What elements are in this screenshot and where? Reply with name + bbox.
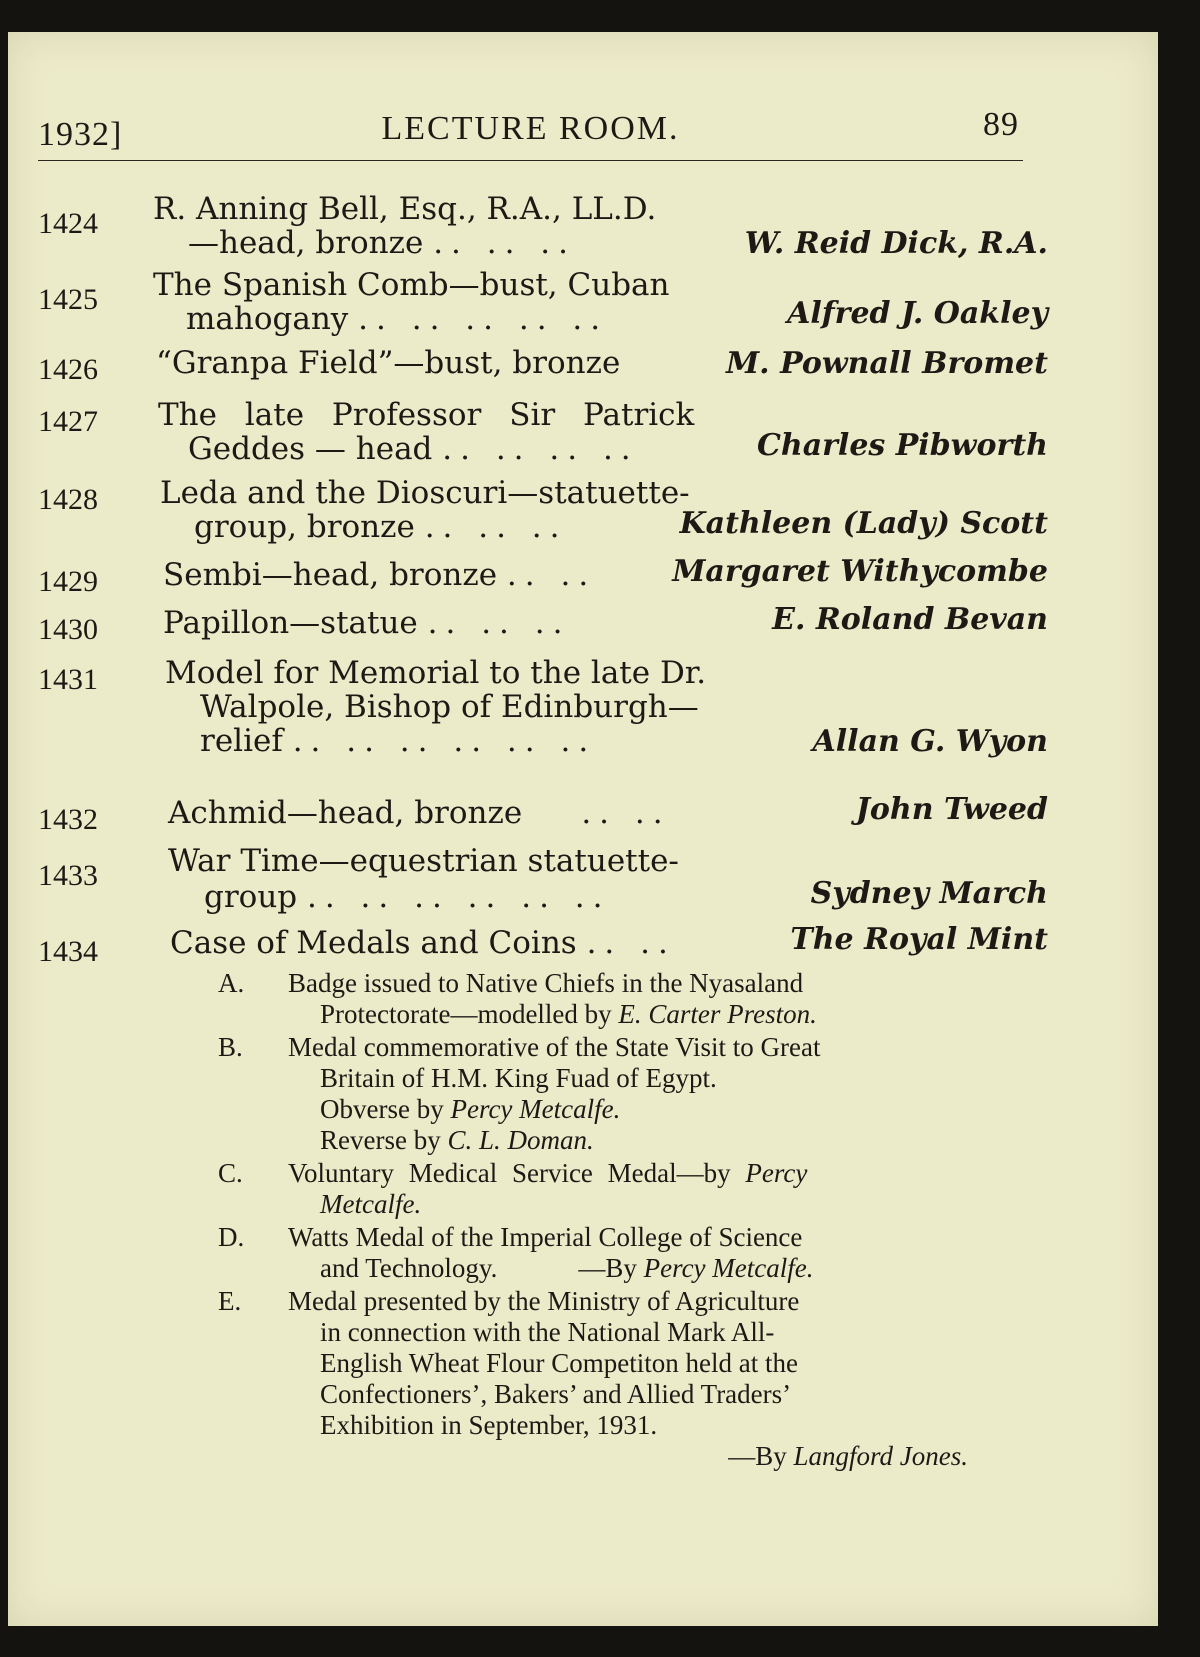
entry-title: R. Anning Bell, Esq., R.A., LL.D. — [153, 191, 657, 227]
medal-letter: D. — [218, 1222, 245, 1252]
entry-number: 1431 — [38, 663, 98, 696]
entry-artist: W. Reid Dick, R.A. — [744, 226, 1048, 261]
entry-title-cont: group, bronze .. .. .. — [194, 509, 568, 545]
medal-text-cont: and Technology. —By Percy Metcalfe. — [320, 1253, 814, 1283]
entry-number: 1432 — [38, 803, 98, 836]
entry-number: 1427 — [38, 405, 98, 438]
entry-artist: Kathleen (Lady) Scott — [679, 506, 1048, 541]
medal-artist: Metcalfe. — [320, 1189, 422, 1219]
medal-obverse: Obverse by Percy Metcalfe. — [320, 1094, 621, 1124]
header-year: 1932] — [38, 116, 123, 153]
entry-title: The late Professor Sir Patrick — [158, 397, 695, 433]
medal-letter: C. — [218, 1158, 243, 1188]
medal-letter: E. — [218, 1286, 242, 1316]
entry-number: 1429 — [38, 565, 98, 598]
entry-number: 1425 — [38, 283, 98, 316]
page-header — [38, 106, 1023, 161]
medal-text-cont: Exhibition in September, 1931. — [320, 1410, 658, 1440]
entry-artist: Margaret Withycombe — [672, 554, 1048, 589]
entry-title-cont: —head, bronze .. .. .. — [188, 225, 577, 261]
entry-title-cont: Geddes — head .. .. .. .. — [188, 431, 639, 467]
entry-title: The Spanish Comb—bust, Cuban — [153, 267, 670, 303]
medal-text-cont: Protectorate—modelled by E. Carter Preston. — [320, 999, 817, 1029]
medal-text: Voluntary Medical Service Medal—by Percy — [288, 1158, 808, 1188]
medal-item-c — [218, 1158, 998, 1220]
entry-title-cont-2: relief .. .. .. .. .. .. — [200, 723, 597, 759]
medal-item-e — [218, 1286, 998, 1472]
medal-item-a — [218, 968, 998, 1030]
medal-item-b — [218, 1032, 998, 1156]
page-number: 89 — [983, 106, 1019, 143]
entry-title: Papillon—statue .. .. .. — [163, 605, 571, 641]
entry-title-cont: group .. .. .. .. .. .. — [204, 879, 611, 915]
medal-artist: E. Carter Preston. — [618, 999, 817, 1029]
entry-number: 1424 — [38, 207, 98, 240]
entry-artist: John Tweed — [855, 792, 1048, 827]
medal-item-d — [218, 1222, 998, 1284]
medal-text-cont: Britain of H.M. King Fuad of Egypt. — [320, 1063, 717, 1093]
entry-artist: The Royal Mint — [790, 922, 1048, 957]
entry-number: 1426 — [38, 353, 98, 386]
entry-title: Achmid—head, bronze .. .. — [168, 795, 671, 831]
medal-text: Watts Medal of the Imperial College of Science — [288, 1222, 803, 1252]
medal-text-cont: in connection with the National Mark All- — [320, 1317, 775, 1347]
medal-letter: B. — [218, 1032, 243, 1062]
entry-title-cont: mahogany .. .. .. .. .. — [186, 301, 609, 337]
entry-artist: M. Pownall Bromet — [725, 346, 1048, 381]
medal-text: Medal commemorative of the State Visit to Great — [288, 1032, 821, 1062]
entry-number: 1434 — [38, 935, 98, 968]
medal-letter: A. — [218, 968, 245, 998]
medal-byline: —By Langford Jones. — [728, 1441, 968, 1471]
medal-reverse: Reverse by C. L. Doman. — [320, 1125, 594, 1155]
entry-artist: Sydney March — [810, 876, 1048, 911]
entry-title-cont: Walpole, Bishop of Edinburgh— — [200, 689, 699, 725]
entry-artist: Allan G. Wyon — [812, 724, 1048, 759]
entry-title: Model for Memorial to the late Dr. — [165, 655, 707, 691]
entry-artist: Charles Pibworth — [757, 428, 1048, 463]
entry-number: 1430 — [38, 613, 98, 646]
entry-artist: E. Roland Bevan — [772, 602, 1048, 637]
medal-text-cont: Confectioners’, Bakers’ and Allied Traders’ — [320, 1379, 792, 1409]
medal-text: Badge issued to Native Chiefs in the Nyasaland — [288, 968, 804, 998]
entry-title: Leda and the Dioscuri—statuette- — [160, 475, 690, 511]
entry-number: 1428 — [38, 483, 98, 516]
entry-number: 1433 — [38, 859, 98, 892]
medal-text: Medal presented by the Ministry of Agriculture — [288, 1286, 800, 1316]
entry-title: “Granpa Field”—bust, bronze — [156, 345, 621, 381]
catalogue-page — [8, 32, 1158, 1626]
entry-title: Sembi—head, bronze .. .. — [163, 557, 597, 593]
entry-artist: Alfred J. Oakley — [787, 296, 1048, 331]
entry-title: Case of Medals and Coins .. .. — [170, 925, 676, 961]
header-title: LECTURE ROOM. — [381, 110, 680, 147]
entry-title: War Time—equestrian statuette- — [168, 843, 679, 879]
medal-text-cont: English Wheat Flour Competiton held at the — [320, 1348, 798, 1378]
